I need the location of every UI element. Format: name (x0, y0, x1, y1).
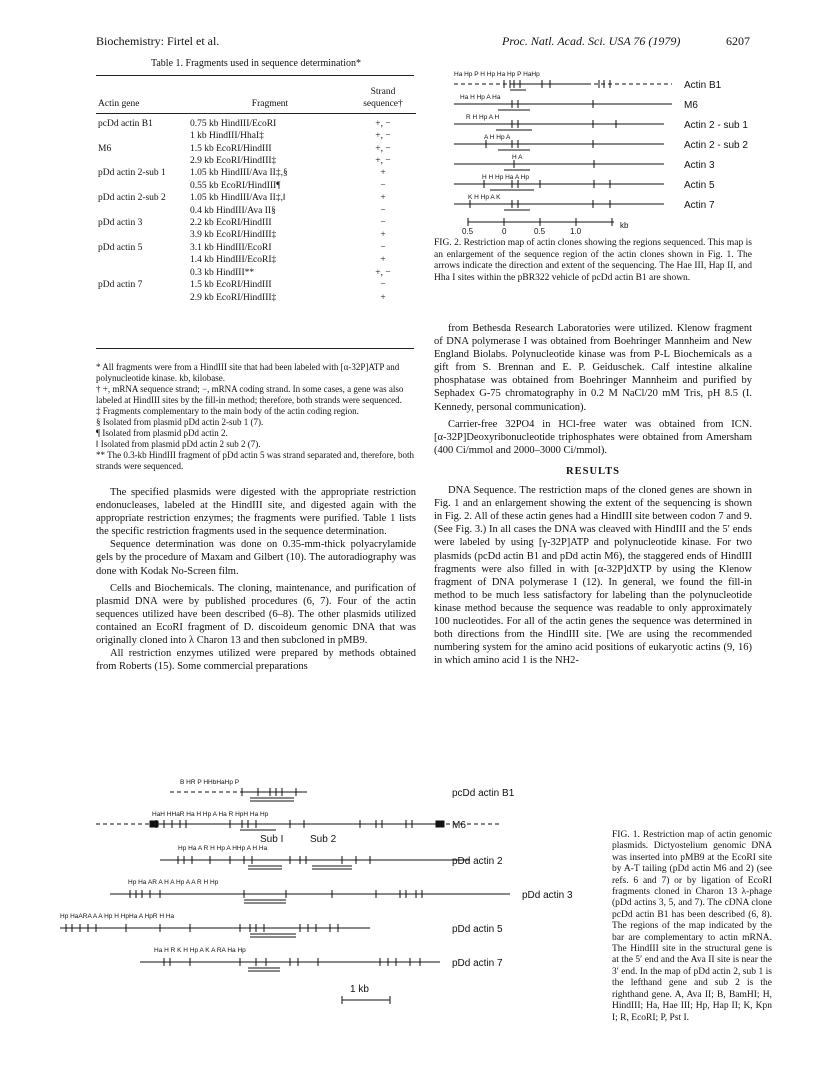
cell-gene (96, 130, 190, 142)
fig1-label-a3: pDd actin 3 (522, 890, 573, 901)
cell-fragment: 1.4 kb HindIII/EcoRI‡ (190, 255, 277, 266)
cell-fragment: 1.5 kb EcoRI/HindIII (190, 143, 272, 154)
fig1-a2-sites: Hp Ha A R H Hp A HHp A H Ha (178, 845, 268, 852)
cell-strand: + (380, 292, 386, 303)
fig1-sub2-label: Sub 2 (310, 834, 337, 845)
cell-fragment: 2.2 kb EcoRI/HindIII (190, 218, 272, 229)
fig2-caption: FIG. 2. Restriction map of actin clones showing the regions sequenced. This map is an enlargement of the sequence region of the actin clones shown in Fig. 1. The arrows indicate the direction and extent of the sequencing. The Hae III, Hap II, and Hha I sites within the pBR322 vehicle of pcDd actin B1 are shown. (434, 238, 752, 283)
cell-fragment: 0.4 kb HindIII/Ava II§ (190, 205, 276, 216)
table1-footnote: ‡ Fragments complementary to the main body of the actin coding region. (96, 406, 359, 416)
cell-strand: +, − (375, 267, 391, 278)
table1-body (96, 118, 416, 304)
table1-bottom-rule (96, 348, 414, 349)
table1-footnote: † +, mRNA sequence strand; −, mRNA coding strand. In some cases, a gene was also labeled at HindIII sites by the fill-in method; therefore, both strands were sequenced. (96, 384, 404, 405)
table1-row (96, 155, 416, 167)
fig2-scale-tick: 0 (502, 227, 507, 234)
running-head-right: Proc. Natl. Acad. Sci. USA 76 (1979) (502, 34, 681, 48)
fig1-sub1-label: Sub I (260, 834, 284, 845)
cell-gene: pDd actin 2-sub 2 (98, 193, 166, 204)
table1-row (96, 118, 416, 130)
left-paragraph: Sequence determination was done on 0.35-mm-thick polyacrylamide gels by the procedure of Maxam and Gilbert (10). The autoradiography was done with Kodak No-Screen film. (96, 539, 416, 577)
th-fragment: Fragment (251, 99, 289, 110)
cell-strand: + (380, 230, 386, 241)
cell-fragment: 3.9 kb EcoRI/HindIII‡ (190, 230, 277, 241)
cell-fragment: 0.75 kb HindIII/EcoRI (190, 118, 277, 129)
right-column-body (434, 322, 752, 667)
cell-gene: M6 (98, 143, 112, 154)
table1-footnote: ‖ Isolated from plasmid pDd actin 2 sub 2 (7). (96, 439, 261, 449)
fig2-label-a5: Actin 5 (684, 180, 715, 191)
fig2-a7-sites: K H Hp A K (468, 194, 501, 201)
fig2-sub2-sites: A H Hp A (484, 134, 511, 141)
fig2-label-sub1: Actin 2 - sub 1 (684, 120, 748, 131)
running-head-left: Biochemistry: Firtel et al. (96, 34, 220, 48)
fig1-b1-sites: B HR P HHbHaHp P (180, 779, 240, 786)
cell-strand: − (380, 180, 386, 191)
left-paragraph: Cells and Biochemicals. The cloning, maintenance, and purification of plasmid DNA were by published procedures (6, 7). Four of the actin sequences utilized have been described (6–8). The other plasmids utilized contained an EcoRI fragment of D. discoideum genomic DNA that was originally cloned into λ Charon 13 and then subcloned in pMB9. (96, 582, 416, 647)
table1-row (96, 217, 416, 229)
cell-fragment: 1 kb HindIII/HhaI‡ (190, 131, 264, 142)
fig2-sub1-sites: R H Hp A H (466, 114, 500, 121)
cell-gene: pcDd actin B1 (98, 118, 153, 129)
left-column-body (96, 486, 416, 673)
fig1-label-a2: pDd actin 2 (452, 856, 503, 867)
fig2-scale-tick: 0.5 (534, 227, 546, 234)
fig2-label-a3: Actin 3 (684, 160, 715, 171)
cell-gene (96, 205, 190, 217)
cell-fragment: 0.3 kb HindIII** (190, 267, 255, 278)
table1-row (96, 167, 416, 179)
fig2-a5-sites: H H Hp Ha A Hp (482, 174, 529, 181)
right-paragraph: Carrier-free 32PO4 in HCl-free water was obtained from ICN. [α-32P]Deoxyribonucleotide triphosphates were obtained from Amersham (400 Ci/mmol and 2000–3000 Ci/mmol). (434, 418, 752, 456)
fig1-label-m6: M6 (452, 820, 466, 831)
left-paragraph: All restriction enzymes utilized were prepared by methods obtained from Roberts (15). Some commercial preparations (96, 648, 416, 673)
fig2-label-sub2: Actin 2 - sub 2 (684, 140, 748, 151)
cell-gene: pDd actin 2-sub 1 (98, 168, 166, 179)
cell-fragment: 2.9 kb EcoRI/HindIII‡ (190, 292, 277, 303)
cell-gene (96, 229, 190, 241)
table1-row (96, 192, 416, 204)
cell-strand: − (380, 218, 386, 229)
cell-fragment: 0.55 kb EcoRI/HindIII¶ (190, 180, 281, 191)
cell-strand: + (380, 255, 386, 266)
cell-strand: − (380, 242, 386, 253)
fig1-a3-sites: Hp Ha AR A H A Hp A A R H Hp (128, 879, 219, 886)
table1 (96, 86, 416, 304)
cell-gene (96, 155, 190, 167)
cell-gene (96, 292, 190, 304)
table1-footnote: * All fragments were from a HindIII site that had been labeled with [α-32P]ATP and polynucleotide kinase. kb, kilobase. (96, 362, 400, 383)
fig2-scale-tick: 1.0 (570, 227, 582, 234)
cell-fragment: 1.05 kb HindIII/Ava II‡,§ (190, 168, 288, 179)
cell-gene: pDd actin 5 (98, 242, 143, 253)
cell-gene: pDd actin 7 (98, 280, 143, 291)
fig2-b1-sites: Ha Hp P H Hp Ha Hp P HaHp (454, 71, 540, 78)
results-paragraph: DNA Sequence. The restriction maps of the cloned genes are shown in Fig. 1 and an enlargement showing the extent of the sequencing is shown in Fig. 2. All of these actin genes had a HindIII site between codon 7 and 9. (See Fig. 3.) In all cases the DNA was cleaved with HindIII and the 5′ ends were labeled by using [γ-32P]ATP and polynucleotide kinase. For two plasmids (pcDd actin B1 and pDd actin M6), the staggered ends of HindIII fragments were also filled in with [α-32P]dXTP by using the Klenow fragment of DNA polymerase I (12). In general, we found the fill-in method to be much less satisfactory for labeling than the polynucleotide kinase method because the sequence was readable to only approximately 100 nucleotides. For all of the actin genes the sequence was determined in both directions from the HindIII site. [We are using the recommended numbering system for the amino acid positions of eukaryotic actins (9, 16) in which amino acid 1 is the NH2- (434, 485, 752, 667)
table1-footnote: ¶ Isolated from plasmid pDd actin 2. (96, 428, 228, 438)
cell-strand: − (380, 205, 386, 216)
table1-row (96, 205, 416, 217)
table1-row (96, 254, 416, 266)
table1-row (96, 279, 416, 291)
th-gene: Actin gene (98, 99, 140, 110)
cell-fragment: 2.9 kb EcoRI/HindIII‡ (190, 156, 277, 167)
cell-strand: +, − (375, 131, 391, 142)
th-strand-2: sequence† (363, 99, 403, 110)
fig1-scale-label: 1 kb (350, 984, 369, 995)
left-paragraph: The specified plasmids were digested with the appropriate restriction endonucleases, labeled at the HindIII site, and digested again with the appropriate restriction enzymes; the fragments were purified. Table 1 lists the specific restriction fragments used in the sequence determination. (96, 487, 416, 538)
table1-footnote: § Isolated from plasmid pDd actin 2-sub 1 (7). (96, 417, 264, 427)
fig1-caption: FIG. 1. Restriction map of actin genomic plasmids. Dictyostelium genomic DNA was inserted into pMB9 at the EcoRI site by A-T tailing (pDd actin M6 and 2) (see refs. 6 and 7) or by ligation of EcoRI fragments cloned in Charon 13 λ-phage (pDd actins 3, 5, and 7). The cDNA clone pcDd actin B1 has been described (6, 8). The regions of the map indicated by the bar are complementary to actin mRNA. The HindIII site in the structural gene is at the 5′ end and the Ava II site is near the 3′ end. In the map of pDd actin 2, sub 1 is the lefthand gene and sub 2 is the righthand gene. A, Ava II; B, BamHI; H, HindIII; Ha, Hae III; Hp, Hap II; K, Kpn I; R, EcoRI; P, Pst I. (612, 830, 772, 1023)
table1-caption: Table 1. Fragments used in sequence determination* (150, 58, 362, 69)
cell-strand: +, − (375, 143, 391, 154)
table1-row (96, 143, 416, 155)
fig2-label-b1: Actin B1 (684, 80, 722, 91)
fig2-scale-unit: kb (620, 221, 629, 230)
fig1-map (60, 768, 608, 1024)
fig1-label-b1: pcDd actin B1 (452, 788, 515, 799)
cell-gene: pDd actin 3 (98, 218, 143, 229)
fig2-m6-sites: Ha H Hp A Ha (460, 94, 501, 101)
th-strand (350, 86, 416, 111)
page-number: 6207 (726, 34, 750, 48)
cell-strand: − (380, 280, 386, 291)
fig1-label-a5: pDd actin 5 (452, 924, 503, 935)
cell-strand: +, − (375, 156, 391, 167)
table1-row (96, 180, 416, 192)
fig1-a5-sites: Hp HaARA A A Hp H HpHa A HpR H Ha (60, 913, 175, 920)
table1-row (96, 292, 416, 304)
table1-header (96, 86, 416, 111)
cell-strand: + (380, 193, 386, 204)
cell-gene (96, 267, 190, 279)
table1-row (96, 229, 416, 241)
table1-row (96, 267, 416, 279)
cell-fragment: 1.5 kb EcoRI/HindIII (190, 280, 272, 291)
cell-fragment: 1.05 kb HindIII/Ava II‡,‖ (190, 193, 286, 204)
fig1-m6-sites: HaH HHaR Ha H Hp A Ha R HpH Ha Hp (152, 811, 269, 818)
table1-footnote: ** The 0.3-kb HindIII fragment of pDd actin 5 was strand separated and, therefore, both strands were sequenced. (96, 450, 414, 471)
fig2-label-m6: M6 (684, 100, 698, 111)
table1-top-rule (96, 75, 414, 76)
fig1-a7-sites: Ha H R K H Hp A K A RA Ha Hp (154, 947, 246, 954)
cell-gene (96, 180, 190, 192)
fig2-map (434, 62, 774, 234)
table1-row (96, 242, 416, 254)
cell-fragment: 3.1 kb HindIII/EcoRI (190, 242, 272, 253)
cell-strand: + (380, 168, 386, 179)
cell-gene (96, 254, 190, 266)
cell-strand: +, − (375, 118, 391, 129)
fig2-scale-tick: 0.5 (462, 227, 474, 234)
table1-footnotes (96, 362, 416, 472)
results-heading: RESULTS (566, 465, 620, 477)
fig1-label-a7: pDd actin 7 (452, 958, 503, 969)
fig2-a3-sites: H A (512, 154, 523, 161)
fig2-label-a7: Actin 7 (684, 200, 715, 211)
right-paragraph: from Bethesda Research Laboratories were utilized. Klenow fragment of DNA polymerase I was obtained from Boehringer Mannheim and New England Biolabs. Polynucleotide kinase was from P-L Biochemicals as a gift from S. Brennan and E. P. Geiduschek. Calf intestine alkaline phosphatase was obtained from Boehringer Mannheim and purified by Sephadex G-75 chromatography in 0.2 M NaCl/20 mM Tris, pH 8.5 (I. Kennedy, personal communication). (434, 323, 752, 413)
table1-row (96, 130, 416, 142)
th-strand-1: Strand (370, 87, 396, 97)
